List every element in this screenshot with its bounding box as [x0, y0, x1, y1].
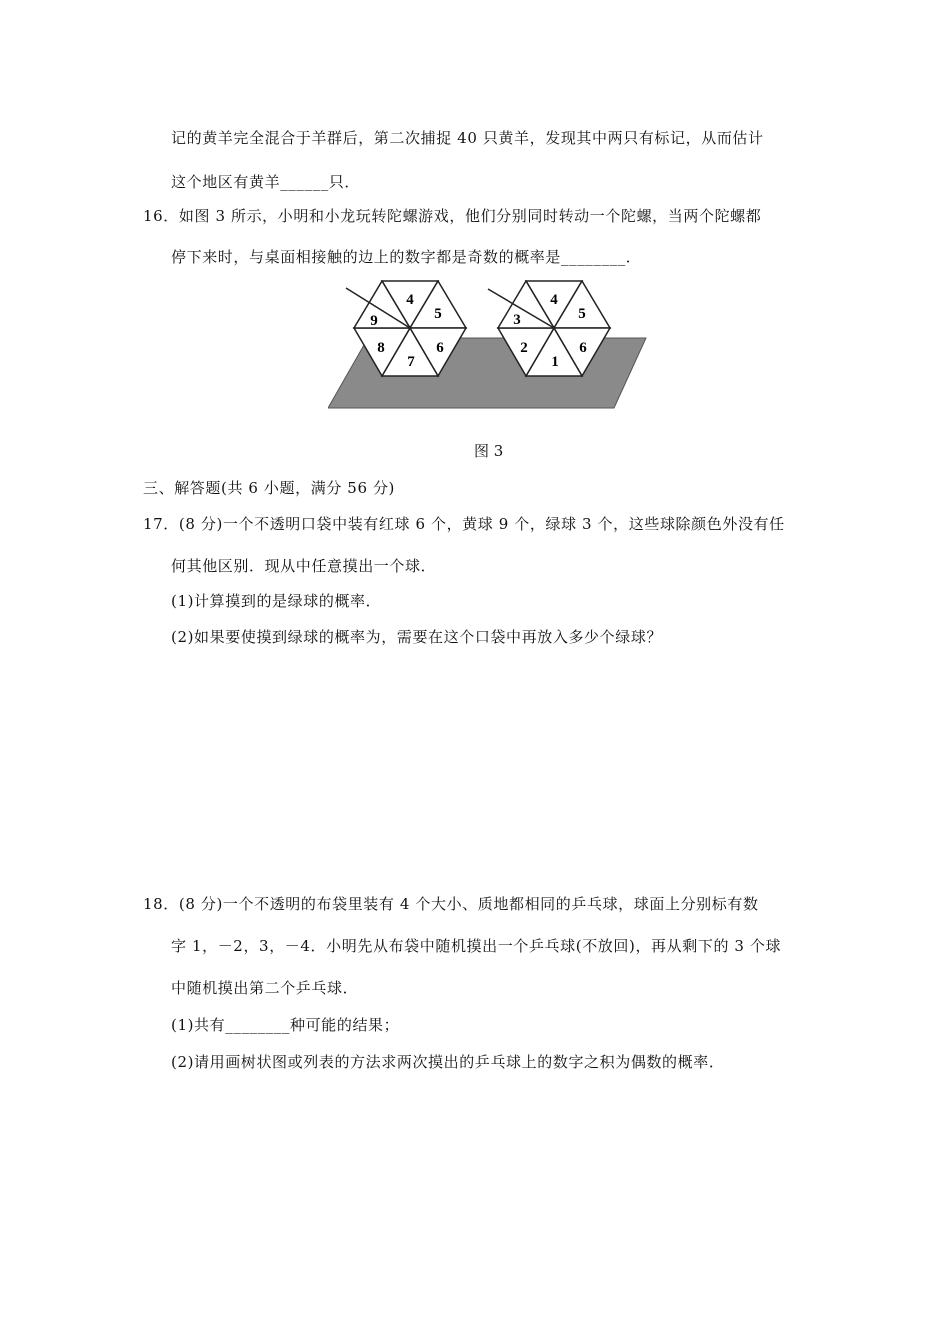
- left-number-upper-left: 9: [370, 313, 378, 329]
- right-number-lower-right: 6: [579, 340, 587, 356]
- right-number-upper-left: 3: [513, 312, 521, 328]
- left-number-lower-right: 6: [436, 340, 444, 356]
- q17-part-2: (2)如果要使摸到绿球的概率为，需要在这个口袋中再放入多少个绿球？: [171, 628, 663, 646]
- q16-line-2: 停下来时，与桌面相接触的边上的数字都是奇数的概率是________．: [171, 248, 642, 266]
- section-3-title: 三、解答题(共 6 小题，满分 56 分): [143, 479, 396, 497]
- q18-line-3: 中随机摸出第二个乒乓球．: [171, 979, 359, 997]
- left-number-top: 4: [406, 292, 414, 308]
- spinning-tops-figure: [328, 280, 648, 412]
- q18-part-2: (2)请用画树状图或列表的方法求两次摸出的乒乓球上的数字之积为偶数的概率．: [171, 1053, 725, 1071]
- q18-line-1: 18．(8 分)一个不透明的布袋里装有 4 个大小、质地都相同的乒乓球，球面上分别标有数: [143, 895, 759, 913]
- right-number-lower-left: 2: [520, 340, 528, 356]
- left-number-bottom: 7: [407, 354, 415, 370]
- q18-part-1: (1)共有________种可能的结果；: [171, 1016, 400, 1034]
- figure-caption: 图 3: [474, 442, 504, 460]
- q17-line-1: 17．(8 分)一个不透明口袋中装有红球 6 个，黄球 9 个，绿球 3 个，这些球除颜色外没有任: [143, 515, 785, 533]
- left-number-lower-left: 8: [377, 340, 385, 356]
- left-number-upper-right: 5: [434, 306, 442, 322]
- q15-line-1: 记的黄羊完全混合于羊群后，第二次捕捉 40 只黄羊，发现其中两只有标记，从而估计: [171, 129, 764, 147]
- q15-line-2: 这个地区有黄羊______只．: [171, 173, 361, 191]
- right-number-bottom: 1: [551, 354, 559, 370]
- right-number-upper-right: 5: [578, 306, 586, 322]
- q17-part-1: (1)计算摸到的是绿球的概率．: [171, 592, 382, 610]
- right-number-top: 4: [550, 292, 558, 308]
- q18-line-2: 字 1，－2，3，－4．小明先从布袋中随机摸出一个乒乓球(不放回)，再从剩下的 3 个球: [171, 937, 782, 955]
- q17-line-2: 何其他区别．现从中任意摸出一个球．: [171, 557, 437, 575]
- q16-line-1: 16．如图 3 所示，小明和小龙玩转陀螺游戏，他们分别同时转动一个陀螺，当两个陀螺都: [143, 207, 762, 225]
